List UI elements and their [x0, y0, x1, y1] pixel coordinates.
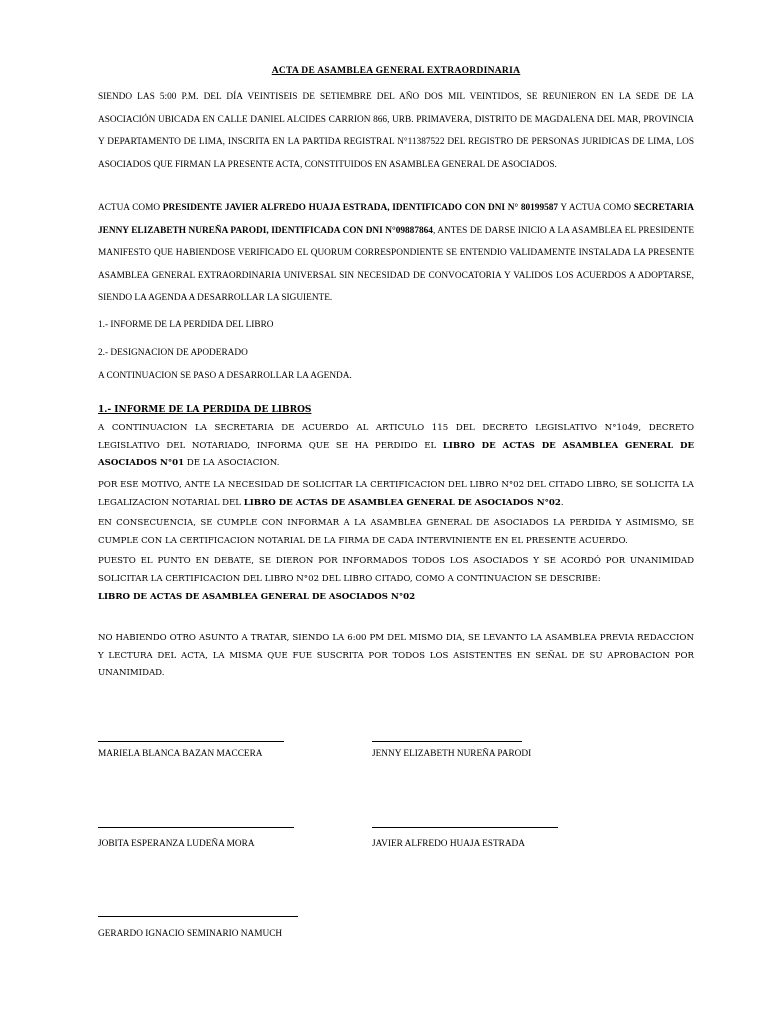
section-1-p1-text-a: A CONTINUACION LA SECRETARIA DE ACUERDO AL ARTICULO 115 DEL DECRETO LEGISLATIVO N°1049, DECRETO LEGISLATIVO DEL NOTARIADO, INFORMA QUE SE HA PERDIDO EL — [98, 423, 694, 451]
closing-paragraph: NO HABIENDO OTRO ASUNTO A TRATAR, SIENDO LA 6:00 PM DEL MISMO DIA, SE LEVANTO LA ASAMBLEA PREVIA REDACCION Y LECTURA DEL ACTA, LA MISMA QUE FUE SUSCRITA POR TODOS LOS ASISTENTES EN SEÑAL DE SU APROBACION POR UNANIMIDAD. — [98, 633, 694, 678]
section-1-p2-text-c: . — [560, 497, 564, 508]
signature-line — [372, 827, 558, 828]
section-1-p1-text-c: DE LA ASOCIACION. — [184, 458, 280, 468]
section-1-paragraph-4: PUESTO EL PUNTO EN DEBATE, SE DIERON POR INFORMADOS TODOS LOS ASOCIADOS Y SE ACORDÓ POR UNANIMIDAD SOLICITAR LA CERTIFICACION DEL LIBRO N°02 DEL LIBRO CITADO, COMO A CONTINUACION SE DESCRIBE: — [98, 556, 694, 584]
signature-name: JAVIER ALFREDO HUAJA ESTRADA — [372, 839, 525, 849]
agenda-continue: A CONTINUACION SE PASO A DESARROLLAR LA AGENDA. — [98, 371, 352, 381]
signature-name: GERARDO IGNACIO SEMINARIO NAMUCH — [98, 929, 283, 939]
signature-name: MARIELA BLANCA BAZAN MACCERA — [98, 749, 263, 759]
signature-name: JOBITA ESPERANZA LUDEÑA MORA — [98, 839, 255, 849]
agenda-item-2: 2.- DESIGNACION DE APODERADO — [98, 348, 248, 358]
section-1-p2-text-a: POR ESE MOTIVO, ANTE LA NECESIDAD DE SOLICITAR LA CERTIFICACION DEL LIBRO N°02 DEL CITADO LIBRO, SE SOLICITA LA LEGALIZACION NOTARIAL DEL — [98, 480, 694, 508]
book-02-name: LIBRO DE ACTAS DE ASAMBLEA GENERAL DE ASOCIADOS N°02 — [243, 497, 561, 508]
officers-text-3: , ANTES DE DARSE INICIO A LA ASAMBLEA EL PRESIDENTE MANIFESTO QUE HABIENDOSE VERIFICADO EL QUORUM CORRESPONDIENTE SE ENTENDIO VALIDAMENTE INSTALADA LA PRESENTE ASAMBLEA GENERAL EXTRAORDINARIA UNIVERSAL SIN NECESIDAD DE CONVOCATORIA Y VALIDOS LOS ACUERDOS A ADOPTARSE, SIENDO LA AGENDA A DESARROLLAR LA SIGUIENTE. — [98, 225, 695, 303]
document-title: ACTA DE ASAMBLEA GENERAL EXTRAORDINARIA — [271, 66, 521, 76]
signature-line — [98, 827, 294, 828]
agenda-item-1: 1.- INFORME DE LA PERDIDA DEL LIBRO — [98, 320, 274, 330]
section-1-paragraph-1 — [98, 420, 694, 473]
signature-line — [98, 916, 298, 917]
secretary-identification: SECRETARIA JENNY ELIZABETH NUREÑA PARODI, IDENTIFICADA CON DNI N°09887864 — [98, 203, 694, 236]
section-1-paragraph-3: EN CONSECUENCIA, SE CUMPLE CON INFORMAR A LA ASAMBLEA GENERAL DE ASOCIADOS LA PERDIDA Y ASIMISMO, SE CUMPLE CON LA CERTIFICACION NOTARIAL DE LA FIRMA DE CADA INTERVINIENTE EN EL PRESENTE ACUERDO. — [98, 518, 694, 546]
officers-text-1: ACTUA COMO — [98, 203, 163, 213]
book-01-name: LIBRO DE ACTAS DE ASAMBLEA GENERAL DE ASOCIADOS N°01 — [98, 440, 694, 468]
intro-paragraph: SIENDO LAS 5:00 P.M. DEL DÍA VEINTISEIS DE SETIEMBRE DEL AÑO DOS MIL VEINTIDOS, SE REUNIERON EN LA SEDE DE LA ASOCIACIÓN UBICADA EN CALLE DANIEL ALCIDES CARRION 866, URB. PRIMAVERA, DISTRITO DE MAGDALENA DEL MAR, PROVINCIA Y DEPARTAMENTO DE LIMA, INSCRITA EN LA PARTIDA REGISTRAL N°11387522 DEL REGISTRO DE PERSONAS JURIDICAS DE LIMA, LOS ASOCIADOS QUE FIRMAN LA PRESENTE ACTA, CONSTITUIDOS EN ASAMBLEA GENERAL DE ASOCIADOS. — [98, 92, 694, 170]
president-identification: PRESIDENTE JAVIER ALFREDO HUAJA ESTRADA, IDENTIFICADO CON DNI N° 80199587 — [162, 203, 559, 213]
officers-text-2: Y ACTUA COMO — [558, 203, 634, 213]
officers-paragraph — [98, 197, 694, 310]
section-1-heading: 1.- INFORME DE LA PERDIDA DE LIBROS — [98, 405, 312, 415]
signature-line — [372, 741, 522, 742]
signature-line — [98, 741, 284, 742]
book-02-label: LIBRO DE ACTAS DE ASAMBLEA GENERAL DE ASOCIADOS N°02 — [98, 592, 416, 602]
section-1-paragraph-2 — [98, 477, 694, 512]
signature-name: JENNY ELIZABETH NUREÑA PARODI — [372, 749, 532, 759]
